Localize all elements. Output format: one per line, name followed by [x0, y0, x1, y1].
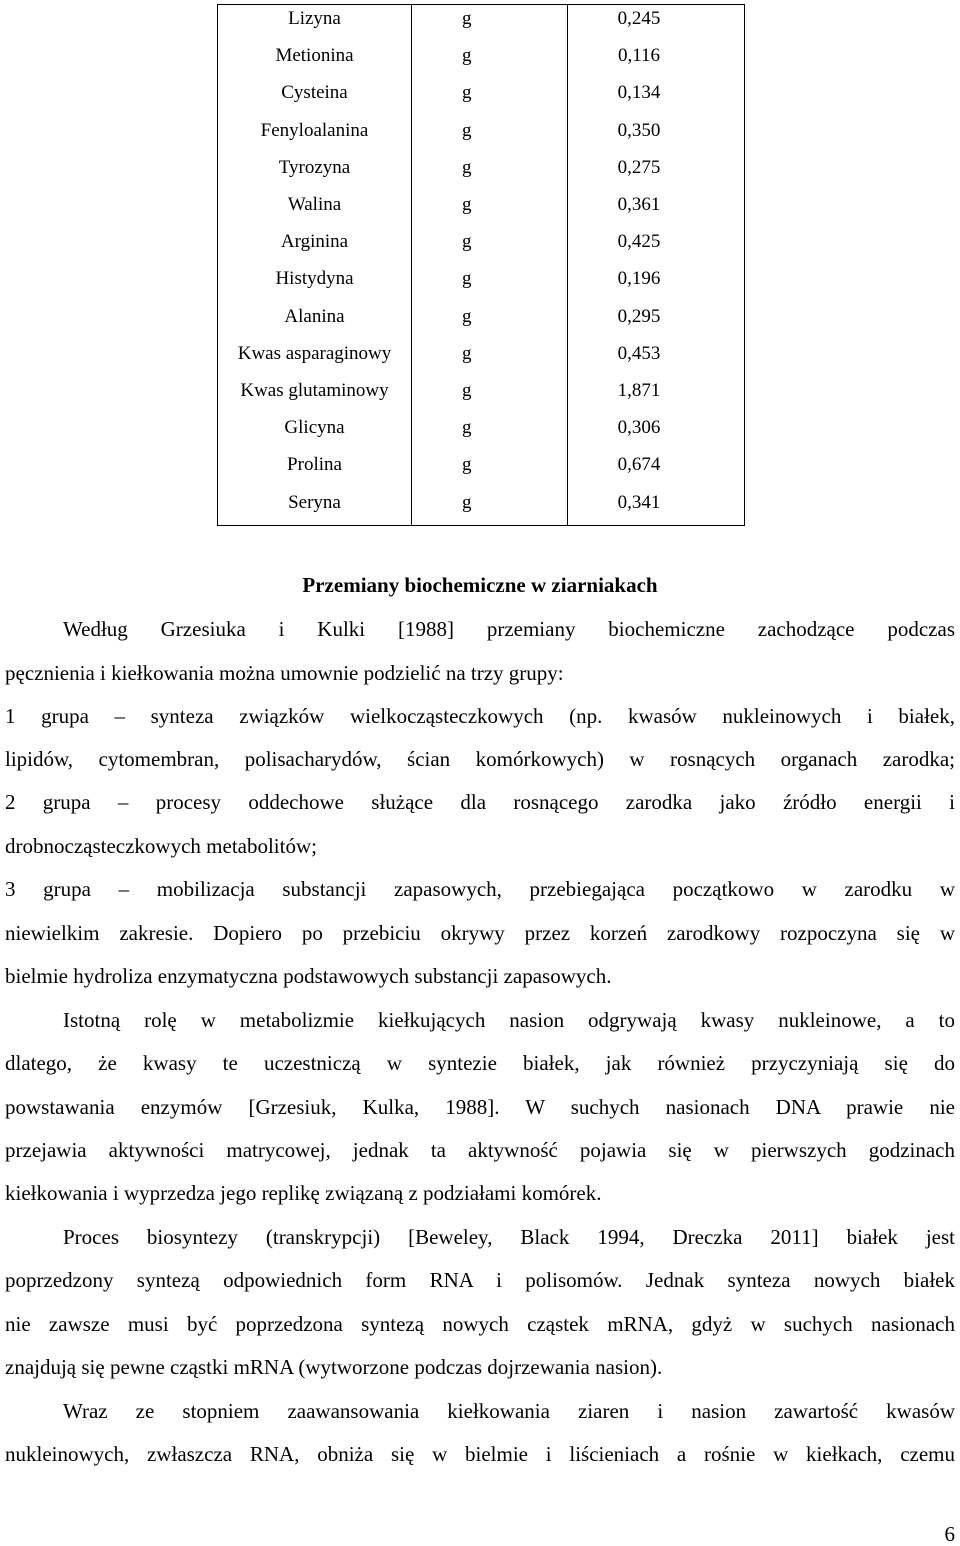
table-row: [218, 112, 744, 149]
amino-acid-value: 1,871: [617, 380, 661, 401]
paragraph-line: dlatego, że kwasy te uczestniczą w syntezie białek, jak również przyczyniają się do: [5, 1051, 955, 1075]
amino-acid-value: 0,306: [617, 417, 661, 439]
amino-acid-name: Fenyloalanina: [260, 119, 369, 141]
paragraph-line: przejawia aktywności matrycowej, jednak ta aktywność pojawia się w pierwszych godzinach: [5, 1138, 955, 1162]
paragraph-line: drobnocząsteczkowych metabolitów;: [5, 834, 317, 858]
amino-acid-unit: g: [462, 268, 472, 290]
amino-acid-name: Seryna: [288, 491, 341, 513]
amino-acid-unit: g: [462, 45, 472, 67]
paragraph-line: Proces biosyntezy (transkrypcji) [Beweley, Black 1994, Dreczka 2011] białek jest: [63, 1225, 955, 1249]
amino-acid-name: Alanina: [284, 305, 345, 327]
paragraph-line: powstawania enzymów [Grzesiuk, Kulka, 1988]. W suchych nasionach DNA prawie nie: [5, 1095, 955, 1119]
paragraph-line: kiełkowania i wyprzedza jego replikę związaną z podziałami komórek.: [5, 1181, 602, 1205]
table-row: [218, 186, 744, 223]
paragraph-line: Wraz ze stopniem zaawansowania kiełkowania ziaren i nasion zawartość kwasów: [63, 1399, 955, 1423]
amino-acid-name: Kwas glutaminowy: [240, 380, 389, 401]
amino-acid-value: 0,245: [617, 8, 661, 29]
table-row: [218, 372, 744, 409]
paragraph-line: 1 grupa – synteza związków wielkocząsteczkowych (np. kwasów nukleinowych i białek,: [5, 704, 955, 728]
amino-acid-unit: g: [462, 491, 472, 513]
amino-acid-name: Metionina: [275, 45, 354, 67]
amino-acid-unit: g: [462, 194, 472, 215]
amino-acid-unit: g: [462, 8, 472, 29]
amino-acid-unit: g: [462, 342, 472, 364]
amino-acid-unit: g: [462, 417, 472, 439]
table-row: [218, 446, 744, 483]
amino-acid-value: 0,134: [617, 82, 661, 104]
amino-acid-unit: g: [462, 380, 472, 401]
amino-acid-table: [217, 4, 745, 526]
table-row: [218, 298, 744, 335]
table-row: [218, 335, 744, 372]
table-row: [218, 223, 744, 260]
amino-acid-name: Arginina: [280, 231, 349, 253]
amino-acid-value: 0,350: [617, 119, 661, 141]
paragraph-line: poprzedzony syntezą odpowiednich form RNA i polisomów. Jednak synteza nowych białek: [5, 1268, 955, 1292]
paragraph-line: Istotną rolę w metabolizmie kiełkujących nasion odgrywają kwasy nukleinowe, a to: [63, 1008, 955, 1032]
amino-acid-name: Kwas asparaginowy: [237, 342, 392, 364]
paragraph-line: Według Grzesiuka i Kulki [1988] przemiany biochemiczne zachodzące podczas: [63, 617, 955, 641]
table-row: [218, 409, 744, 446]
table-row: [218, 74, 744, 111]
amino-acid-unit: g: [462, 156, 472, 178]
amino-acid-value: 0,116: [617, 45, 661, 67]
amino-acid-value: 0,453: [617, 342, 661, 364]
table-row: [218, 484, 744, 521]
amino-acid-value: 0,275: [617, 156, 661, 178]
page-number: 6: [944, 1522, 955, 1546]
paragraph-line: 3 grupa – mobilizacja substancji zapasowych, przebiegająca początkowo w zarodku w: [5, 877, 955, 901]
amino-acid-unit: g: [462, 82, 472, 104]
section-heading: Przemiany biochemiczne w ziarniakach: [302, 573, 658, 597]
paragraph-line: lipidów, cytomembran, polisacharydów, ścian komórkowych) w rosnących organach zarodka;: [5, 747, 955, 771]
paragraph-line: pęcznienia i kiełkowania można umownie podzielić na trzy grupy:: [5, 661, 564, 685]
amino-acid-value: 0,361: [617, 194, 661, 215]
amino-acid-name: Lizyna: [288, 8, 341, 29]
amino-acid-value: 0,341: [617, 491, 661, 513]
amino-acid-value: 0,674: [617, 454, 661, 476]
table-row: [218, 37, 744, 74]
amino-acid-name: Walina: [287, 194, 342, 215]
paragraph-line: znajdują się pewne cząstki mRNA (wytworzone podczas dojrzewania nasion).: [5, 1355, 663, 1379]
table-row: [218, 0, 744, 37]
paragraph-line: nukleinowych, zwłaszcza RNA, obniża się w bielmie i liścieniach a rośnie w kiełkach, czemu: [5, 1442, 955, 1466]
paragraph-line: bielmie hydroliza enzymatyczna podstawowych substancji zapasowych.: [5, 964, 612, 988]
amino-acid-unit: g: [462, 305, 472, 327]
paragraph-line: 2 grupa – procesy oddechowe służące dla rosnącego zarodka jako źródło energii i: [5, 790, 955, 814]
amino-acid-unit: g: [462, 231, 472, 253]
amino-acid-value: 0,425: [617, 231, 661, 253]
amino-acid-value: 0,295: [617, 305, 661, 327]
amino-acid-value: 0,196: [617, 268, 661, 290]
table-row: [218, 149, 744, 186]
amino-acid-name: Histydyna: [275, 268, 354, 290]
amino-acid-name: Glicyna: [284, 417, 345, 439]
amino-acid-name: Tyrozyna: [278, 156, 351, 178]
table-row: [218, 260, 744, 297]
paragraph-line: niewielkim zakresie. Dopiero po przebiciu okrywy przez korzeń zarodkowy rozpoczyna się w: [5, 921, 955, 945]
paragraph-line: nie zawsze musi być poprzedzona syntezą nowych cząstek mRNA, gdyż w suchych nasionach: [5, 1312, 955, 1336]
amino-acid-unit: g: [462, 454, 472, 476]
amino-acid-name: Cysteina: [281, 82, 348, 104]
amino-acid-name: Prolina: [287, 454, 342, 476]
amino-acid-unit: g: [462, 119, 472, 141]
